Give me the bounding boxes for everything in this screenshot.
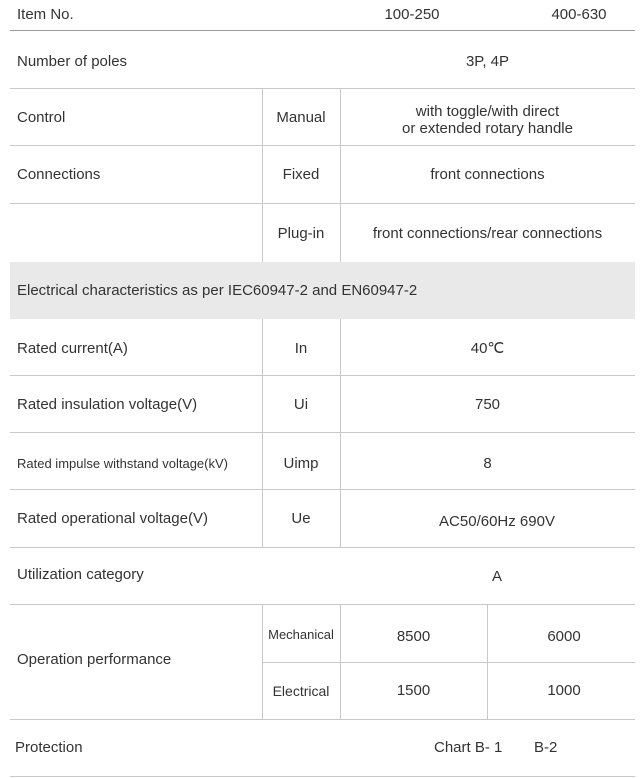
- column-divider: [487, 604, 488, 719]
- utilization-category-label: Utilization category: [17, 566, 144, 583]
- column-divider: [262, 604, 263, 719]
- header-col-400-630: 400-630: [551, 6, 607, 23]
- connections-value: front connections: [430, 166, 545, 183]
- row-divider: [10, 145, 635, 146]
- insulation-voltage-value: 750: [474, 396, 501, 413]
- operational-voltage-value: AC50/60Hz 690V: [439, 513, 555, 530]
- protection-label: Protection: [15, 739, 83, 756]
- poles-value: 3P, 4P: [465, 53, 510, 70]
- row-divider: [10, 432, 635, 433]
- connections-sub: Fixed: [282, 166, 320, 183]
- control-label: Control: [17, 109, 66, 126]
- plugin-sub: Plug-in: [277, 225, 325, 242]
- row-divider: [10, 88, 635, 89]
- operational-voltage-label: Rated operational voltage(V): [17, 510, 208, 527]
- row-divider: [10, 203, 635, 204]
- row-divider: [10, 547, 635, 548]
- impulse-voltage-value: 8: [483, 455, 492, 472]
- operation-performance-label: Operation performance: [17, 651, 172, 668]
- row-divider: [10, 719, 635, 720]
- operational-voltage-sub: Ue: [291, 510, 311, 527]
- header-item-label: Item No.: [17, 6, 74, 23]
- control-value-line1: with toggle/with direct: [415, 103, 560, 120]
- section-heading: Electrical characteristics as per IEC60947-2 and EN60947-2: [17, 282, 418, 299]
- connections-label: Connections: [17, 166, 101, 183]
- row-divider: [10, 776, 635, 777]
- impulse-voltage-label: Rated impulse withstand voltage(kV): [17, 456, 228, 471]
- mechanical-value-400-630: 6000: [547, 628, 581, 645]
- rated-current-value: 40℃: [470, 340, 505, 357]
- row-divider: [10, 375, 635, 376]
- electrical-value-100-250: 1500: [396, 682, 431, 699]
- column-divider: [340, 604, 341, 719]
- insulation-voltage-label: Rated insulation voltage(V): [17, 396, 198, 413]
- control-sub: Manual: [276, 109, 326, 126]
- insulation-voltage-sub: Ui: [293, 396, 309, 413]
- header-col-100-250: 100-250: [384, 6, 440, 23]
- poles-label: Number of poles: [17, 53, 128, 70]
- row-divider: [10, 489, 635, 490]
- protection-value-100-250: Chart B- 1: [434, 739, 503, 756]
- plugin-value: front connections/rear connections: [372, 225, 603, 242]
- row-divider: [262, 662, 635, 663]
- row-divider: [10, 30, 635, 31]
- mechanical-sub: Mechanical: [268, 627, 334, 642]
- electrical-value-400-630: 1000: [547, 682, 581, 699]
- electrical-sub: Electrical: [272, 683, 330, 699]
- rated-current-label: Rated current(A): [17, 340, 128, 357]
- control-value-line2: or extended rotary handle: [402, 120, 573, 137]
- impulse-voltage-sub: Uimp: [283, 455, 319, 472]
- row-divider: [10, 604, 635, 605]
- protection-value-400-630: B-2: [534, 739, 558, 756]
- utilization-category-value: A: [491, 568, 502, 585]
- mechanical-value-100-250: 8500: [396, 628, 431, 645]
- rated-current-sub: In: [294, 340, 308, 357]
